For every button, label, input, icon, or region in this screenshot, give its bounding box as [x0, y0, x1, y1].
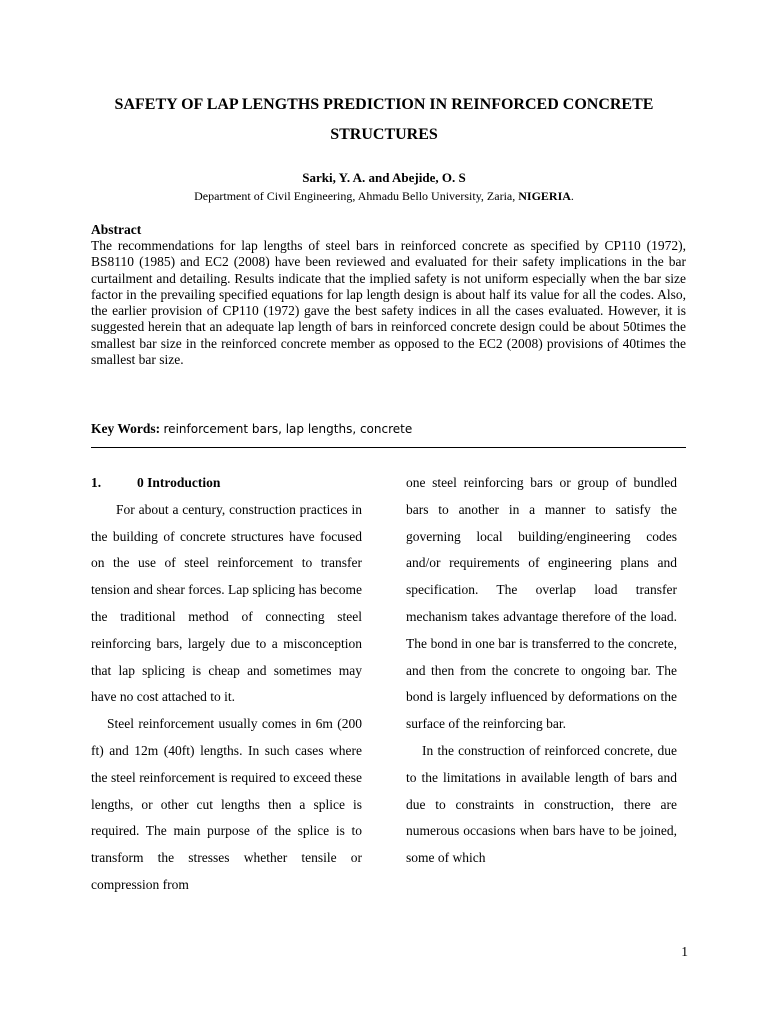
section-title: 0 Introduction [137, 475, 221, 490]
section-number: 1. [91, 475, 102, 490]
affiliation-text: Department of Civil Engineering, Ahmadu Bello University, Zaria, [194, 189, 516, 203]
authors: Sarki, Y. A. and Abejide, O. S [302, 170, 466, 185]
affiliation-end: . [570, 189, 574, 203]
left-paragraph-2: Steel reinforcement usually comes in 6m (200 ft) and 12m (40ft) lengths. In such cases where the steel reinforcement is required to exceed these lengths, or other cut lengths then a splice is required. The main purpose of the splice is to transform the stresses whether tensile or compression from [91, 716, 362, 892]
paper-title: SAFETY OF LAP LENGTHS PREDICTION IN REINFORCED CONCRETE STRUCTURES [114, 96, 654, 143]
right-paragraph-2: In the construction of reinforced concrete, due to the limitations in available length of bars and due to constraints in construction, there are numerous occasions when bars have to be joined, some of which [406, 742, 677, 866]
left-paragraph-1: For about a century, construction practices in the building of concrete structures have focused on the use of steel reinforcement to transfer tension and shear forces. Lap splicing has become the traditional method of connecting steel reinforcing bars, largely due to a misconception that lap splicing is cheap and sometimes may have no cost attached to it. [91, 501, 362, 705]
affiliation [0, 188, 768, 204]
keywords [91, 420, 412, 438]
keywords-label: Key Words: [91, 421, 161, 436]
affiliation-country: NIGERIA [518, 189, 571, 203]
section-heading [91, 470, 362, 497]
right-column [406, 470, 677, 872]
left-column [91, 470, 362, 899]
abstract-body: The recommendations for lap lengths of steel bars in reinforced concrete as specified by CP110 (1972), BS8110 (1985) and EC2 (2008) have been reviewed and evaluated for their safety implications in the bar curtailment and detailing. Results indicate that the implied safety is not uniform especially when the bar size factor in the prevailing specified equations for lap length design is about half its value for all the codes. Also, the earlier provision of CP110 (1972) gave the best safety indices in all the cases evaluated. However, it is suggested herein that an adequate lap length of bars in reinforced concrete design could be about 50times the smallest bar size in the reinforced concrete member as opposed to the EC2 (2008) provisions of 40times the smallest bar size. [91, 238, 686, 367]
section-divider [91, 447, 686, 448]
right-paragraph-1: one steel reinforcing bars or group of bundled bars to another in a manner to satisfy the governing local building/engineering codes and/or requirements of engineering plans and specification. The overlap load transfer mechanism takes advantage therefore of the load. The bond in one bar is transferred to the concrete, and then from the concrete to ongoing bar. The bond is largely influenced by deformations on the surface of the reinforcing bar. [406, 475, 677, 732]
keywords-text: reinforcement bars, lap lengths, concrete [163, 422, 413, 436]
page-number: 1 [681, 944, 688, 959]
abstract-heading: Abstract [91, 222, 142, 237]
